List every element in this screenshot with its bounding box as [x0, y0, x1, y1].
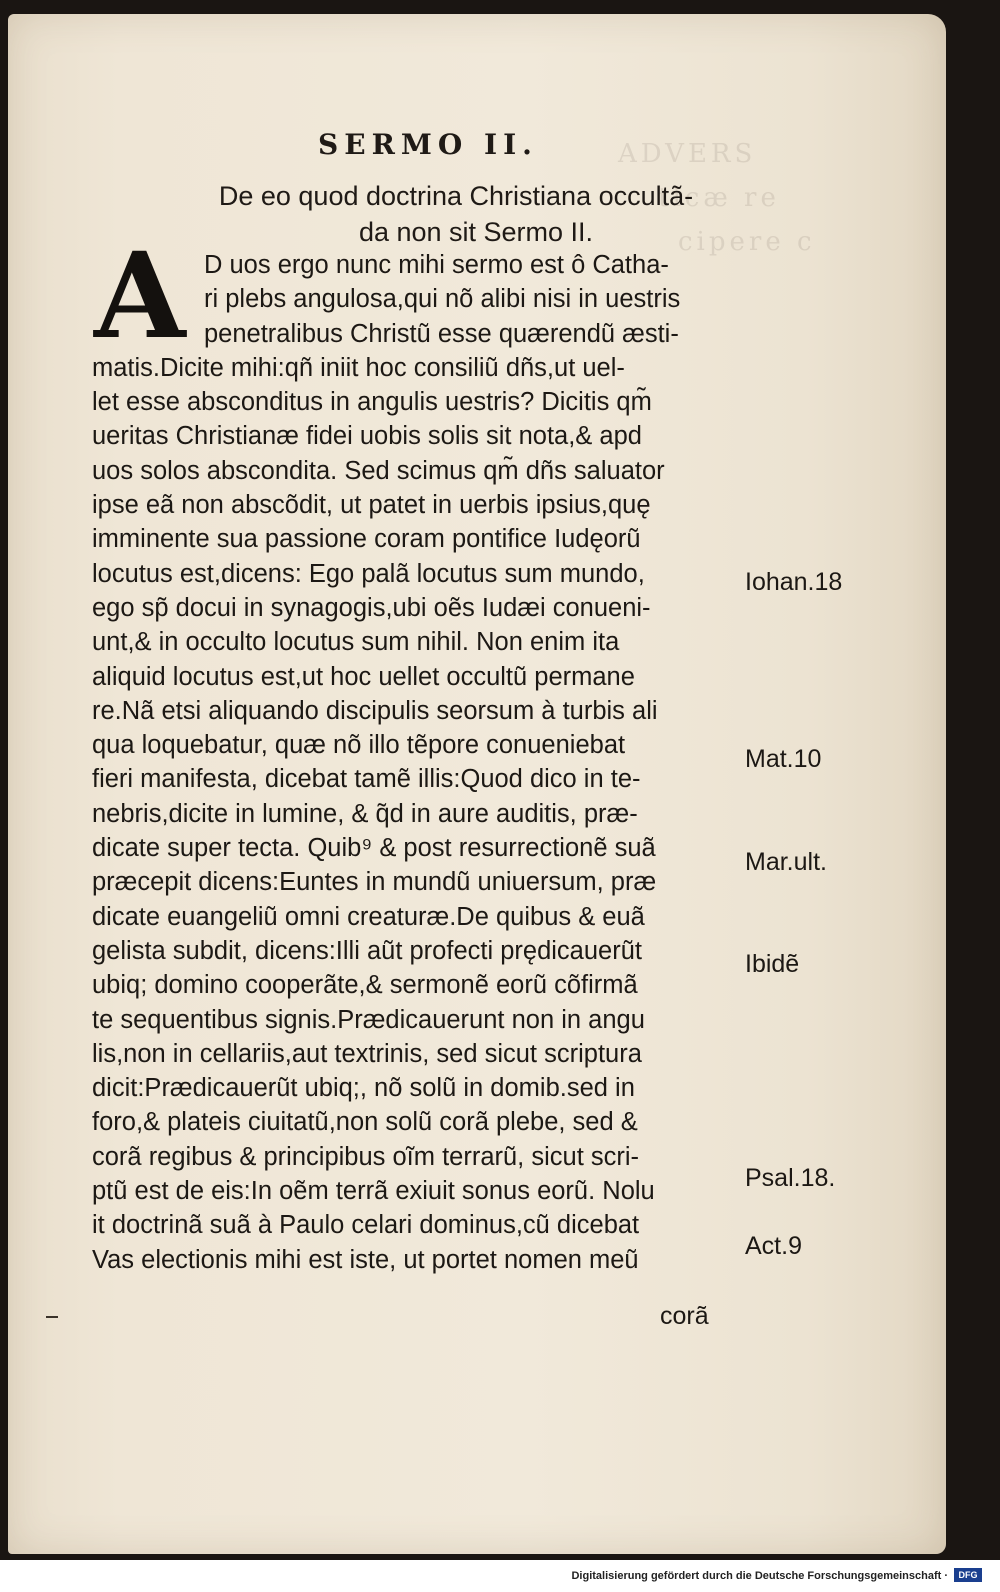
- running-head: SERMO II.: [318, 128, 538, 161]
- body-line: ubiq; domino cooperãte,& sermonẽ eorũ cõfirmã: [92, 971, 638, 1000]
- body-line: unt,& in occulto locutus sum nihil. Non enim ita: [92, 628, 620, 657]
- body-line: Vas electionis mihi est iste, ut portet nomen meũ: [92, 1245, 639, 1274]
- body-line: te sequentibus signis.Prædicauerunt non in angu: [92, 1005, 645, 1034]
- body-line: matis.Dicite mihi:qñ iniit hoc consiliũ dñs,ut uel-: [92, 353, 625, 382]
- body-line: re.Nã etsi aliquando discipulis seorsum à turbis ali: [92, 696, 658, 725]
- body-line: uos solos abscondita. Sed scimus qm̃ dñs saluator: [92, 456, 665, 485]
- body-line: foro,& plateis ciuitatũ,non solũ corã plebe, sed &: [92, 1108, 638, 1137]
- body-line: præcepit dicens:Euntes in mundũ uniuersum, præ: [92, 868, 657, 897]
- body-line: dicate euangeliũ omni creaturæ.De quibus & euã: [92, 902, 645, 931]
- bleed-line: cipere c: [678, 227, 816, 257]
- body-line: ptũ est de eis:In oẽm terrã exiuit sonus eorũ. Nolu: [92, 1177, 655, 1206]
- dfg-logo: DFG: [954, 1568, 982, 1582]
- drop-initial: A: [94, 226, 186, 365]
- digitization-footer: [0, 1564, 1000, 1592]
- bleed-line: ADVERS: [618, 139, 757, 169]
- body-line: lis,non in cellariis,aut textrinis, sed sicut scriptura: [92, 1039, 642, 1068]
- body-line: it doctrinã suã à Paulo celari dominus,cũ dicebat: [92, 1211, 640, 1240]
- body-line: dicit:Prædicauerũt ubiq;, nõ solũ in domib.sed in: [92, 1074, 635, 1103]
- body-line: aliquid locutus est,ut hoc uellet occultũ permane: [92, 662, 635, 691]
- body-line: qua loquebatur, quæ nõ illo tẽpore conueniebat: [92, 731, 626, 760]
- margin-mark: [46, 1316, 58, 1318]
- margin-note: Mat.10: [745, 745, 822, 773]
- title-line: da non sit Sermo II.: [358, 217, 594, 247]
- body-line: D uos ergo nunc mihi sermo est ô Catha-: [204, 251, 669, 279]
- margin-note: Act.9: [745, 1232, 802, 1260]
- body-line: fieri manifesta, dicebat tamẽ illis:Quod dico in te-: [92, 765, 641, 794]
- title-line: De eo quod doctrina Christiana occultã-: [218, 181, 694, 211]
- body-line: ri plebs angulosa,qui nõ alibi nisi in uestris: [204, 285, 681, 314]
- body-line: corã regibus & principibus oĩm terrarũ, sicut scri-: [92, 1142, 640, 1171]
- body-line: let esse absconditus in angulis uestris? Dicitis qm̃: [92, 388, 652, 417]
- body-line: penetralibus Christũ esse quærendũ æsti-: [204, 319, 679, 348]
- body-line: gelista subdit, dicens:Illi aũt profecti prędicauerũt: [92, 936, 642, 965]
- body-line: nebris,dicite in lumine, & q̃d in aure auditis, præ-: [92, 799, 638, 828]
- margin-note: Ibidẽ: [745, 950, 800, 978]
- catchword: corã: [660, 1302, 709, 1330]
- sermon-title: [176, 178, 736, 250]
- body-line: locutus est,dicens: Ego palã locutus sum mundo,: [92, 559, 645, 588]
- body-line: ipse eã non abscõdit, ut patet in uerbis ipsius,quę: [92, 491, 651, 520]
- margin-note: Mar.ult.: [745, 848, 827, 876]
- body-line: ueritas Christianæ fidei uobis solis sit nota,& apd: [92, 422, 642, 451]
- body-line: dicate super tecta. Quib⁹ & post resurrectionẽ suã: [92, 834, 656, 863]
- bleed-line: ticæ re: [658, 183, 780, 213]
- margin-note: Iohan.18: [745, 568, 843, 596]
- margin-note: Psal.18.: [745, 1164, 836, 1192]
- funding-credit: Digitalisierung gefördert durch die Deutsche Forschungsgemeinschaft ·: [571, 1570, 948, 1582]
- body-line: imminente sua passione coram pontifice Iudęorũ: [92, 525, 641, 554]
- body-line: ego sp̃ docui in synagogis,ubi oẽs Iudæi conueni-: [92, 593, 651, 622]
